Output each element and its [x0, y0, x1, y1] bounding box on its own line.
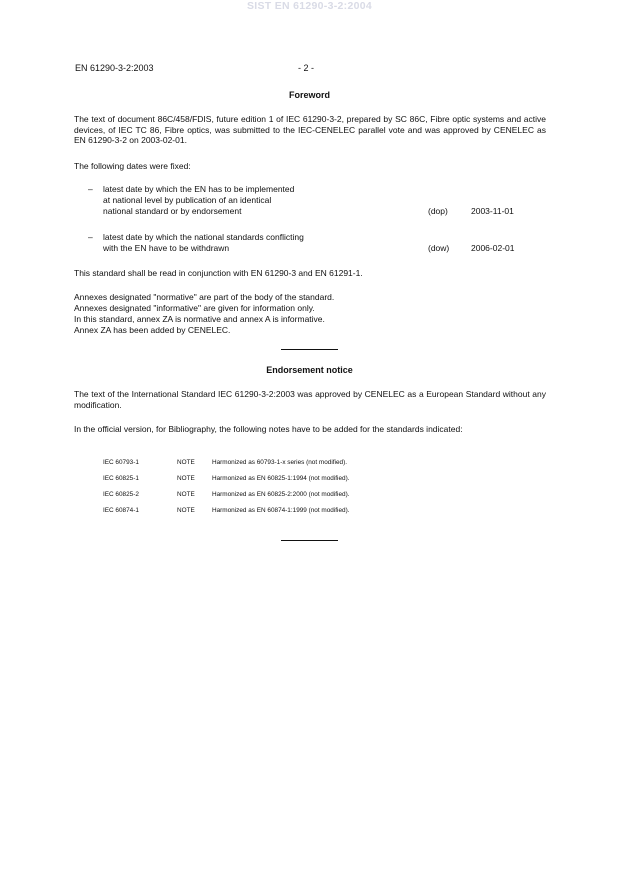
note-label: NOTE — [177, 475, 195, 482]
watermark-text: SIST EN 61290-3-2:2004 — [246, 0, 373, 12]
date-item-bullet: – — [88, 232, 93, 242]
date-item-text: with the EN have to be withdrawn — [103, 243, 230, 253]
note-standard: IEC 60825-1 — [103, 475, 139, 482]
document-id: EN 61290-3-2:2003 — [75, 63, 154, 73]
date-item-text: latest date by which the EN has to be implemented — [103, 184, 295, 194]
annex-line: Annexes designated "informative" are given for information only. — [74, 303, 315, 313]
bibliography-intro: In the official version, for Bibliography, the following notes have to be added for the standards indicated: — [74, 424, 463, 434]
annex-line: In this standard, annex ZA is normative and annex A is informative. — [74, 314, 325, 324]
foreword-intro: The text of document 86C/458/FDIS, future edition 1 of IEC 61290-3-2, prepared by SC 86C, Fibre optic systems and active devices, of IEC TC 86, Fibre optics, was submitted to the IEC-CENELEC parallel vote and was approved by CENELEC as EN 61290-3-2 on 2003-02-01. — [74, 114, 546, 145]
date-item-bullet: – — [88, 184, 93, 194]
date-item-text: latest date by which the national standards conflicting — [103, 232, 304, 242]
date-item-text: at national level by publication of an identical — [103, 195, 272, 205]
conjunction-text: This standard shall be read in conjunction with EN 61290-3 and EN 61291-1. — [74, 268, 363, 278]
foreword-title: Foreword — [288, 90, 330, 100]
page-number: - 2 - — [298, 63, 315, 73]
date-item-date: 2006-02-01 — [471, 243, 515, 253]
note-label: NOTE — [177, 491, 195, 498]
endorsement-text: The text of the International Standard IEC 61290-3-2:2003 was approved by CENELEC as a European Standard without any modification. — [74, 389, 546, 410]
section-divider — [281, 540, 338, 541]
date-item-text: national standard or by endorsement — [103, 206, 242, 216]
annex-line: Annex ZA has been added by CENELEC. — [74, 325, 231, 335]
date-item-code: (dow) — [428, 243, 450, 253]
date-item-date: 2003-11-01 — [471, 206, 514, 216]
note-text: Harmonized as EN 60825-2:2000 (not modified). — [212, 491, 350, 498]
note-standard: IEC 60825-2 — [103, 491, 139, 498]
note-standard: IEC 60874-1 — [103, 507, 139, 514]
section-divider — [281, 349, 338, 350]
note-label: NOTE — [177, 459, 195, 466]
annex-line: Annexes designated "normative" are part of the body of the standard. — [74, 292, 335, 302]
date-item-code: (dop) — [428, 206, 448, 216]
note-text: Harmonized as EN 60825-1:1994 (not modified). — [212, 475, 350, 482]
note-label: NOTE — [177, 507, 195, 514]
note-text: Harmonized as EN 60874-1:1999 (not modified). — [212, 507, 350, 514]
dates-intro: The following dates were fixed: — [74, 161, 191, 171]
note-text: Harmonized as 60793-1-x series (not modified). — [212, 459, 347, 466]
note-standard: IEC 60793-1 — [103, 459, 139, 466]
endorsement-title: Endorsement notice — [266, 365, 353, 375]
